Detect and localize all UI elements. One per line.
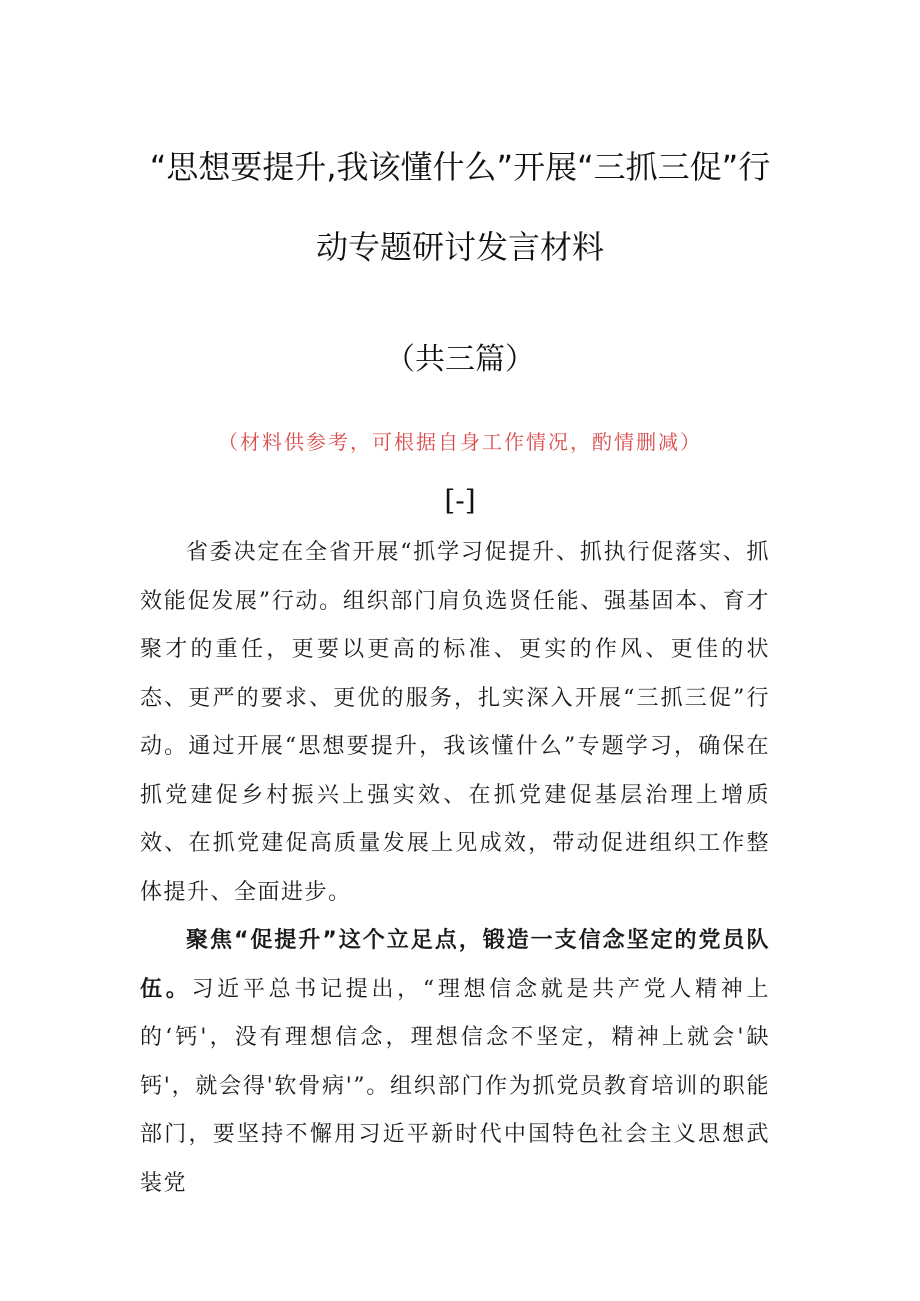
document-title-line-1: “思想要提升,我该懂什么”开展“三抓三促”行 (149, 148, 771, 186)
paragraph-2-bold-lead: 聚焦“促提升”这个立足点，锻造一支信念坚定的党员队伍。 (140, 928, 770, 1002)
body-paragraph-1: 省委决定在全省开展“抓学习促提升、抓执行促落实、抓效能促发展”行动。组织部门肩负选贤任能、强基固本、育才聚才的重任，更要以更高的标准、更实的作风、更佳的状态、更严的要求、更优的服务，扎实深入开展“三抓三促”行动。通过开展“思想要提升，我该懂什么”专题学习，确保在抓党建促乡村振兴上强实效、在抓党建促基层治理上增质效、在抓党建促高质量发展上见成效，带动促进组织工作整体提升、全面进步。 (140, 540, 770, 905)
paragraph-2-body: 习近平总书记提出，“理想信念就是共产党人精神上的‘钙'，没有理想信念，理想信念不坚定，精神上就会'缺钙'，就会得'软骨病'”。组织部门作为抓党员教育培训的职能部门，要坚持不懈用习近平新时代中国特色社会主义思想武装党 (140, 976, 770, 1196)
document-subtitle: （共三篇） (385, 342, 535, 377)
body-paragraph-2 (140, 917, 770, 1208)
document-title-line-2: 动专题研讨发言材料 (315, 228, 604, 266)
section-marker: [-] (444, 484, 476, 517)
reference-note: （材料供参考，可根据自身工作情况，酌情删减） (218, 430, 702, 454)
